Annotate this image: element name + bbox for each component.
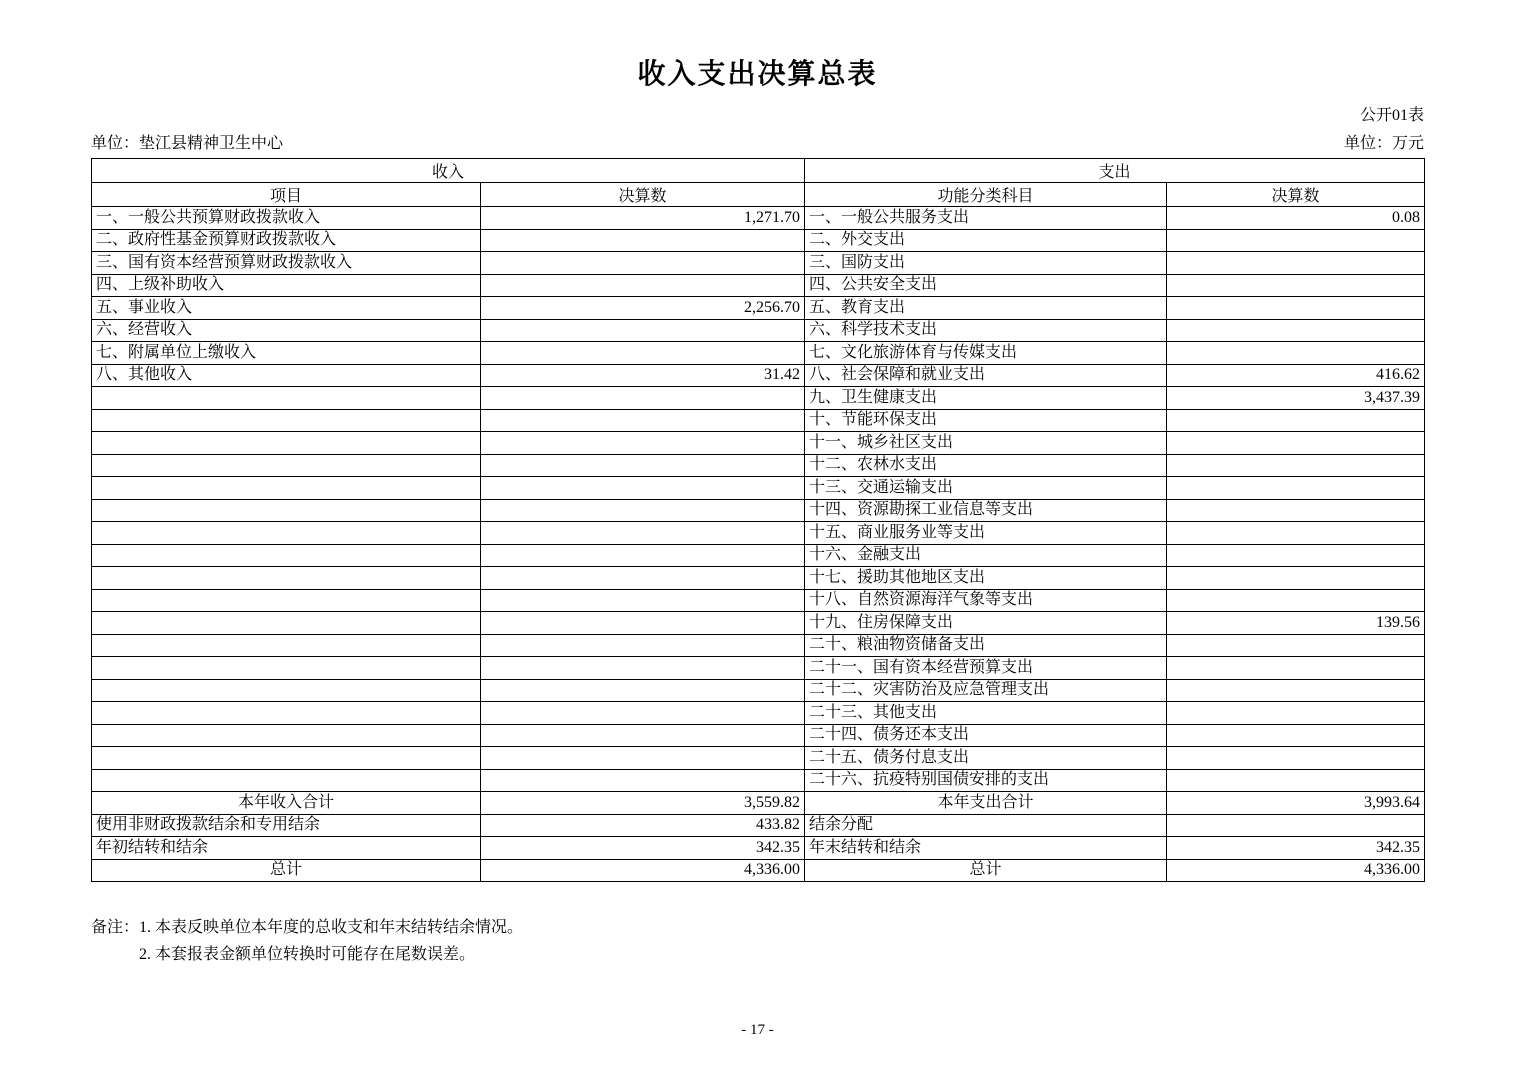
table-row — [92, 477, 1425, 500]
expenditure-value-cell: 4,336.00 — [1167, 859, 1425, 882]
income-item-cell — [92, 499, 481, 522]
budget-summary-table — [91, 158, 1425, 882]
expenditure-value-cell — [1167, 544, 1425, 567]
expenditure-value-cell — [1167, 274, 1425, 297]
expenditure-item-cell: 六、科学技术支出 — [805, 319, 1167, 342]
income-value-cell — [481, 747, 805, 770]
expenditure-value-cell — [1167, 634, 1425, 657]
table-row — [92, 814, 1425, 837]
table-row — [92, 769, 1425, 792]
section-header-row — [92, 159, 1425, 183]
currency-unit-label: 单位：万元 — [1343, 135, 1424, 152]
page-number: - 17 - — [741, 1022, 774, 1038]
expenditure-item-cell: 总计 — [805, 859, 1167, 882]
expenditure-item-cell: 八、社会保障和就业支出 — [805, 364, 1167, 387]
expenditure-item-cell: 十九、住房保障支出 — [805, 612, 1167, 635]
table-row — [92, 859, 1425, 882]
table-row — [92, 342, 1425, 365]
expenditure-item-cell: 十四、资源勘探工业信息等支出 — [805, 499, 1167, 522]
expenditure-item-cell: 二十六、抗疫特别国债安排的支出 — [805, 769, 1167, 792]
expenditure-value-cell: 3,437.39 — [1167, 387, 1425, 410]
table-row — [92, 657, 1425, 680]
income-value-cell — [481, 499, 805, 522]
income-item-cell: 八、其他收入 — [92, 364, 481, 387]
expenditure-value-cell: 3,993.64 — [1167, 792, 1425, 815]
expenditure-value-cell — [1167, 252, 1425, 275]
expenditure-value-cell — [1167, 679, 1425, 702]
notes — [91, 914, 1424, 968]
income-item-cell — [92, 747, 481, 770]
income-section-header: 收入 — [92, 159, 805, 183]
table-row — [92, 319, 1425, 342]
income-item-cell: 三、国有资本经营预算财政拨款收入 — [92, 252, 481, 275]
table-row — [92, 454, 1425, 477]
income-item-header: 项目 — [92, 183, 481, 207]
income-value-cell — [481, 274, 805, 297]
income-item-cell: 四、上级补助收入 — [92, 274, 481, 297]
income-value-cell: 3,559.82 — [481, 792, 805, 815]
expenditure-item-cell: 十六、金融支出 — [805, 544, 1167, 567]
expenditure-value-cell — [1167, 589, 1425, 612]
expenditure-value-cell — [1167, 454, 1425, 477]
expenditure-item-cell: 十七、援助其他地区支出 — [805, 567, 1167, 590]
expenditure-item-cell: 一、一般公共服务支出 — [805, 207, 1167, 230]
expenditure-value-cell — [1167, 477, 1425, 500]
note-line-2: 2. 本套报表金额单位转换时可能存在尾数误差。 — [139, 946, 476, 963]
expenditure-value-cell — [1167, 657, 1425, 680]
income-value-cell — [481, 634, 805, 657]
income-item-cell — [92, 387, 481, 410]
income-item-cell — [92, 432, 481, 455]
table-row — [92, 702, 1425, 725]
income-item-cell — [92, 544, 481, 567]
income-item-cell: 六、经营收入 — [92, 319, 481, 342]
table-row — [92, 634, 1425, 657]
income-value-cell — [481, 252, 805, 275]
income-item-cell: 一、一般公共预算财政拨款收入 — [92, 207, 481, 230]
expenditure-value-cell — [1167, 409, 1425, 432]
table-row — [92, 589, 1425, 612]
table-row — [92, 499, 1425, 522]
expenditure-item-cell: 三、国防支出 — [805, 252, 1167, 275]
expenditure-value-cell: 416.62 — [1167, 364, 1425, 387]
income-item-cell — [92, 454, 481, 477]
table-row — [92, 567, 1425, 590]
income-value-cell — [481, 387, 805, 410]
note-line-1: 1. 本表反映单位本年度的总收支和年末结转结余情况。 — [139, 919, 524, 936]
table-row — [92, 229, 1425, 252]
expenditure-item-cell: 二、外交支出 — [805, 229, 1167, 252]
income-value-cell — [481, 589, 805, 612]
expenditure-item-cell: 五、教育支出 — [805, 297, 1167, 320]
expenditure-value-cell — [1167, 814, 1425, 837]
expenditure-item-cell: 二十四、债务还本支出 — [805, 724, 1167, 747]
expenditure-item-header: 功能分类科目 — [805, 183, 1167, 207]
expenditure-item-cell: 九、卫生健康支出 — [805, 387, 1167, 410]
table-row — [92, 544, 1425, 567]
expenditure-value-cell — [1167, 432, 1425, 455]
income-value-cell — [481, 522, 805, 545]
income-value-cell — [481, 679, 805, 702]
expenditure-value-cell — [1167, 567, 1425, 590]
income-item-cell — [92, 769, 481, 792]
income-value-cell: 1,271.70 — [481, 207, 805, 230]
income-value-cell — [481, 409, 805, 432]
expenditure-item-cell: 本年支出合计 — [805, 792, 1167, 815]
table-body — [92, 207, 1425, 882]
meta-line — [91, 130, 1424, 153]
expenditure-value-cell — [1167, 499, 1425, 522]
income-item-cell — [92, 477, 481, 500]
income-value-cell — [481, 567, 805, 590]
income-item-cell: 本年收入合计 — [92, 792, 481, 815]
income-item-cell: 年初结转和结余 — [92, 837, 481, 860]
expenditure-item-cell: 二十、粮油物资储备支出 — [805, 634, 1167, 657]
income-value-header: 决算数 — [481, 183, 805, 207]
expenditure-item-cell: 结余分配 — [805, 814, 1167, 837]
expenditure-item-cell: 十八、自然资源海洋气象等支出 — [805, 589, 1167, 612]
expenditure-item-cell: 二十三、其他支出 — [805, 702, 1167, 725]
table-row — [92, 724, 1425, 747]
income-value-cell — [481, 612, 805, 635]
table-row — [92, 747, 1425, 770]
income-value-cell — [481, 657, 805, 680]
expenditure-item-cell: 十五、商业服务业等支出 — [805, 522, 1167, 545]
table-row — [92, 432, 1425, 455]
expenditure-value-cell — [1167, 724, 1425, 747]
income-value-cell — [481, 229, 805, 252]
expenditure-value-cell — [1167, 769, 1425, 792]
expenditure-item-cell: 十、节能环保支出 — [805, 409, 1167, 432]
income-value-cell: 342.35 — [481, 837, 805, 860]
expenditure-value-cell: 0.08 — [1167, 207, 1425, 230]
expenditure-value-cell — [1167, 747, 1425, 770]
income-value-cell — [481, 454, 805, 477]
expenditure-item-cell: 十三、交通运输支出 — [805, 477, 1167, 500]
income-item-cell — [92, 567, 481, 590]
income-item-cell — [92, 612, 481, 635]
expenditure-value-header: 决算数 — [1167, 183, 1425, 207]
income-item-cell: 五、事业收入 — [92, 297, 481, 320]
expenditure-item-cell: 年末结转和结余 — [805, 837, 1167, 860]
expenditure-item-cell: 十一、城乡社区支出 — [805, 432, 1167, 455]
income-item-cell — [92, 724, 481, 747]
income-item-cell: 使用非财政拨款结余和专用结余 — [92, 814, 481, 837]
notes-lines — [139, 914, 523, 968]
unit-name-label: 单位：垫江县精神卫生中心 — [91, 135, 284, 152]
expenditure-item-cell: 二十五、债务付息支出 — [805, 747, 1167, 770]
income-item-cell — [92, 657, 481, 680]
expenditure-item-cell: 四、公共安全支出 — [805, 274, 1167, 297]
expenditure-value-cell — [1167, 297, 1425, 320]
expenditure-item-cell: 七、文化旅游体育与传媒支出 — [805, 342, 1167, 365]
income-value-cell — [481, 432, 805, 455]
income-value-cell — [481, 544, 805, 567]
income-value-cell: 2,256.70 — [481, 297, 805, 320]
expenditure-value-cell: 342.35 — [1167, 837, 1425, 860]
table-row — [92, 409, 1425, 432]
table-row — [92, 364, 1425, 387]
income-value-cell: 4,336.00 — [481, 859, 805, 882]
table-row — [92, 837, 1425, 860]
table-row — [92, 297, 1425, 320]
expenditure-section-header: 支出 — [805, 159, 1425, 183]
table-row — [92, 612, 1425, 635]
page-title: 收入支出决算总表 — [637, 59, 878, 90]
income-item-cell — [92, 589, 481, 612]
table-row — [92, 252, 1425, 275]
expenditure-value-cell — [1167, 229, 1425, 252]
income-item-cell — [92, 522, 481, 545]
expenditure-value-cell: 139.56 — [1167, 612, 1425, 635]
income-value-cell: 31.42 — [481, 364, 805, 387]
income-item-cell — [92, 634, 481, 657]
income-value-cell — [481, 769, 805, 792]
expenditure-item-cell: 二十二、灾害防治及应急管理支出 — [805, 679, 1167, 702]
table-row — [92, 207, 1425, 230]
expenditure-value-cell — [1167, 702, 1425, 725]
income-value-cell — [481, 702, 805, 725]
expenditure-value-cell — [1167, 522, 1425, 545]
income-value-cell: 433.82 — [481, 814, 805, 837]
table-row — [92, 387, 1425, 410]
expenditure-item-cell: 二十一、国有资本经营预算支出 — [805, 657, 1167, 680]
income-value-cell — [481, 477, 805, 500]
income-value-cell — [481, 319, 805, 342]
income-value-cell — [481, 724, 805, 747]
income-item-cell — [92, 409, 481, 432]
table-row — [92, 522, 1425, 545]
table-row — [92, 679, 1425, 702]
column-header-row — [92, 183, 1425, 207]
table-row — [92, 274, 1425, 297]
table-code: 公开01表 — [1359, 107, 1424, 124]
income-item-cell: 总计 — [92, 859, 481, 882]
income-item-cell — [92, 679, 481, 702]
table-row — [92, 792, 1425, 815]
income-item-cell: 七、附属单位上缴收入 — [92, 342, 481, 365]
expenditure-value-cell — [1167, 319, 1425, 342]
notes-label: 备注： — [91, 919, 140, 936]
expenditure-value-cell — [1167, 342, 1425, 365]
income-value-cell — [481, 342, 805, 365]
income-item-cell — [92, 702, 481, 725]
expenditure-item-cell: 十二、农林水支出 — [805, 454, 1167, 477]
income-item-cell: 二、政府性基金预算财政拨款收入 — [92, 229, 481, 252]
